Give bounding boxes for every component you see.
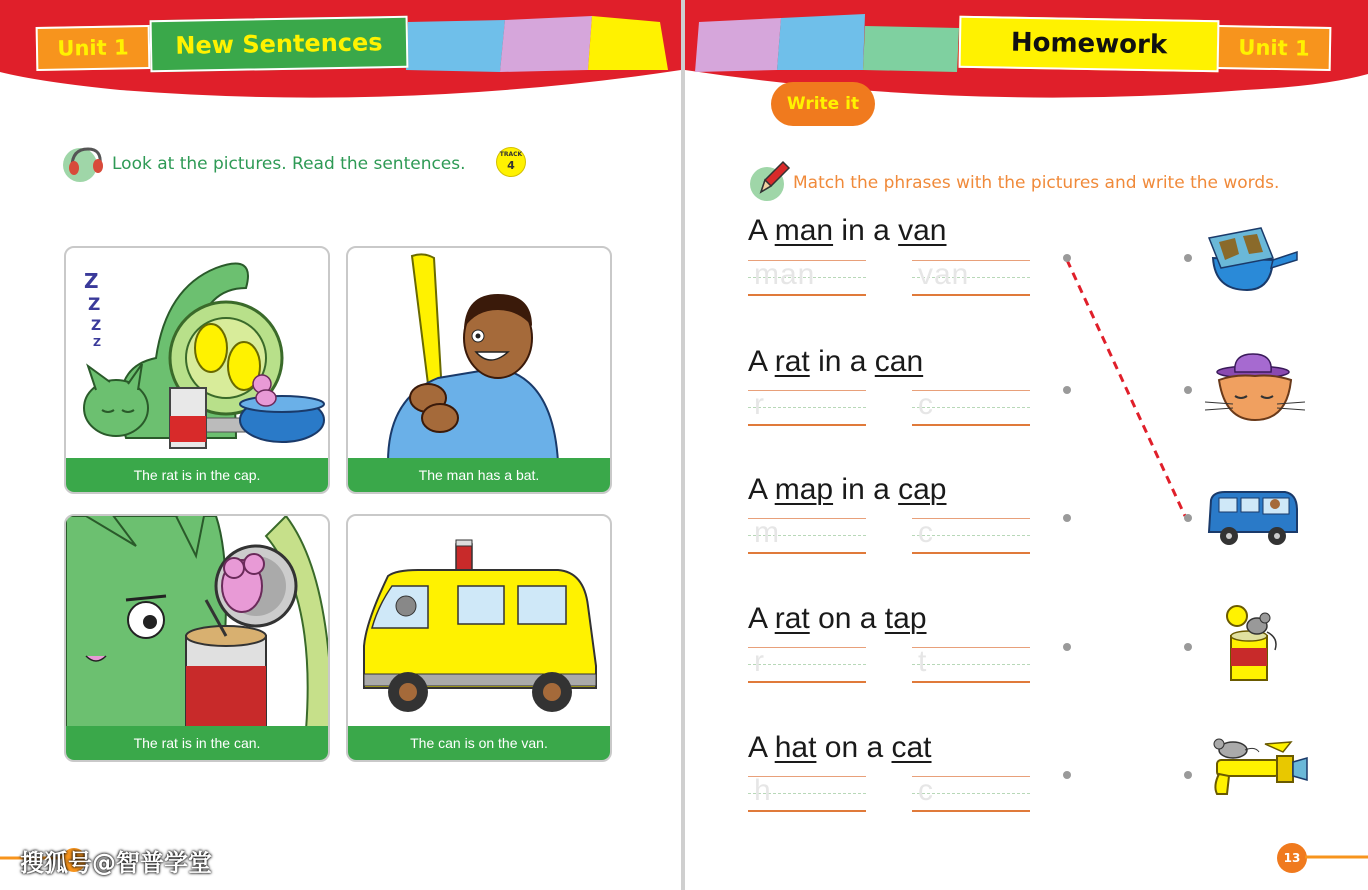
trace-hint: c	[918, 774, 934, 807]
trace-line-2b[interactable]	[912, 390, 1030, 426]
svg-text:Z: Z	[93, 336, 101, 349]
match-dot-left[interactable]	[1063, 771, 1071, 779]
match-instruction: Match the phrases with the pictures and write the words.	[793, 173, 1280, 193]
card-caption: The rat is in the cap.	[66, 458, 328, 492]
match-dot-right[interactable]	[1184, 643, 1192, 651]
unit-tab: Unit 1	[1217, 25, 1332, 71]
page-number: 13	[1277, 843, 1307, 873]
phrase-row-5	[748, 731, 932, 765]
phrase-article: A	[748, 731, 767, 764]
picture-card-rat-in-cap	[64, 246, 330, 494]
man-with-bat-picture	[348, 248, 612, 462]
picture-card-can-on-van	[346, 514, 612, 762]
phrase-word-1: map	[774, 473, 834, 506]
match-dot-left[interactable]	[1063, 643, 1071, 651]
trace-line-4b[interactable]	[912, 647, 1030, 683]
phrase-word-2: can	[874, 345, 924, 378]
phrase-row-1	[748, 214, 947, 248]
match-dot-right[interactable]	[1184, 254, 1192, 262]
trace-line-3a[interactable]	[748, 518, 866, 554]
phrase-word-1: man	[774, 214, 834, 247]
rat-on-tap-picture[interactable]	[1207, 736, 1309, 800]
van-with-can-picture	[348, 516, 612, 730]
phrase-middle: in a	[818, 345, 867, 378]
phrase-middle: in a	[841, 473, 890, 506]
card-caption: The can is on the van.	[348, 726, 610, 760]
card-caption: The rat is in the can.	[66, 726, 328, 760]
phrase-word-1: rat	[774, 345, 810, 378]
trace-hint: man	[754, 258, 816, 291]
svg-text:Z: Z	[91, 318, 102, 334]
phrase-word-2: van	[898, 214, 947, 247]
card-caption: The man has a bat.	[348, 458, 610, 492]
trace-line-5b[interactable]	[912, 776, 1030, 812]
trace-hint: t	[918, 645, 928, 678]
svg-text:Z: Z	[88, 295, 101, 315]
phrase-article: A	[748, 473, 767, 506]
unit-tab: Unit 1	[36, 25, 151, 71]
section-tab: New Sentences	[150, 16, 409, 72]
listen-instruction: Look at the pictures. Read the sentences.	[112, 154, 466, 174]
phrase-article: A	[748, 602, 767, 635]
man-in-van-picture[interactable]	[1205, 486, 1301, 548]
trace-hint: m	[754, 516, 780, 549]
trace-hint: van	[918, 258, 970, 291]
phrase-middle: on a	[824, 731, 884, 764]
cat-and-rat-in-can-picture	[66, 516, 330, 730]
trace-hint: c	[918, 516, 934, 549]
right-footer-ribbon	[1305, 850, 1368, 864]
left-page	[0, 0, 681, 890]
phrase-word-2: cap	[898, 473, 947, 506]
trace-hint: h	[754, 774, 772, 807]
track-badge-label: TRACK	[499, 151, 523, 158]
phrase-article: A	[748, 214, 767, 247]
map-in-cap-picture[interactable]	[1205, 224, 1301, 294]
phrase-row-4	[748, 602, 927, 636]
match-dot-left[interactable]	[1063, 386, 1071, 394]
headphones-icon	[62, 143, 104, 183]
watermark-text: 搜狐号@智普学堂	[20, 849, 212, 877]
phrase-middle: on a	[818, 602, 877, 635]
phrase-middle: in a	[841, 214, 890, 247]
picture-card-rat-in-can	[64, 514, 330, 762]
trace-line-1b[interactable]	[912, 260, 1030, 296]
match-dot-left[interactable]	[1063, 514, 1071, 522]
trace-hint: c	[918, 388, 934, 421]
phrase-word-1: rat	[774, 602, 810, 635]
rat-in-can-picture[interactable]	[1221, 602, 1285, 684]
trace-line-1a[interactable]	[748, 260, 866, 296]
phrase-row-3	[748, 473, 947, 507]
match-dot-right[interactable]	[1184, 386, 1192, 394]
phrase-article: A	[748, 345, 767, 378]
cat-sleeping-picture	[66, 248, 330, 462]
match-dot-right[interactable]	[1184, 771, 1192, 779]
homework-tab: Homework	[959, 16, 1220, 73]
trace-line-4a[interactable]	[748, 647, 866, 683]
match-dot-right[interactable]	[1184, 514, 1192, 522]
trace-line-3b[interactable]	[912, 518, 1030, 554]
svg-text:Z: Z	[84, 269, 99, 293]
trace-hint: r	[754, 645, 765, 678]
trace-hint: r	[754, 388, 765, 421]
phrase-word-2: cat	[891, 731, 932, 764]
track-badge[interactable]	[496, 147, 526, 177]
trace-line-2a[interactable]	[748, 390, 866, 426]
track-badge-number: 4	[507, 159, 515, 172]
phrase-word-1: hat	[774, 731, 817, 764]
trace-line-5a[interactable]	[748, 776, 866, 812]
phrase-word-2: tap	[884, 602, 927, 635]
phrase-row-2	[748, 345, 923, 379]
picture-card-man-has-bat	[346, 246, 612, 494]
write-it-badge: Write it	[771, 82, 875, 126]
hat-on-cat-picture[interactable]	[1205, 350, 1305, 422]
match-dot-left[interactable]	[1063, 254, 1071, 262]
